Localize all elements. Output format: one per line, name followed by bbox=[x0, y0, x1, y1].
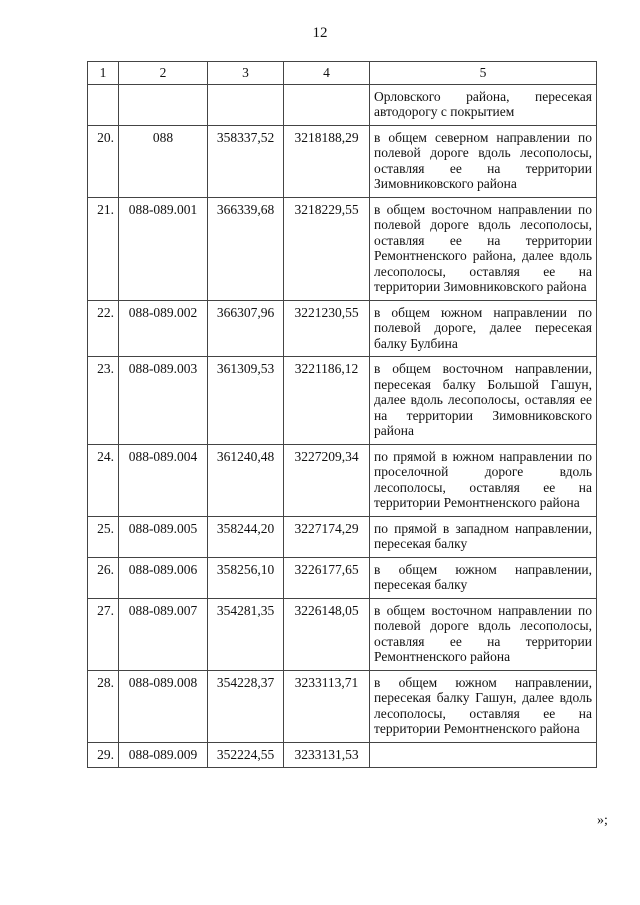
header-col-5: 5 bbox=[370, 62, 597, 85]
table-row bbox=[88, 598, 597, 670]
point-code: 088-089.001 bbox=[119, 197, 208, 300]
table-row bbox=[88, 516, 597, 557]
coordinate-y: 3218188,29 bbox=[284, 125, 370, 197]
row-number: 24. bbox=[88, 444, 119, 516]
coordinate-y: 3226148,05 bbox=[284, 598, 370, 670]
empty-cell bbox=[208, 84, 284, 125]
boundary-description: в общем северном направлении по полевой дороге вдоль лесополосы, оставляя ее на территории Зимовниковского района bbox=[370, 125, 597, 197]
empty-cell bbox=[284, 84, 370, 125]
point-code: 088-089.004 bbox=[119, 444, 208, 516]
boundary-table bbox=[87, 61, 597, 768]
point-code: 088-089.003 bbox=[119, 357, 208, 445]
row-number: 23. bbox=[88, 357, 119, 445]
empty-cell bbox=[88, 84, 119, 125]
coordinate-x: 354228,37 bbox=[208, 670, 284, 742]
boundary-description bbox=[370, 742, 597, 768]
row-number: 29. bbox=[88, 742, 119, 768]
coordinate-y: 3227209,34 bbox=[284, 444, 370, 516]
row-number: 20. bbox=[88, 125, 119, 197]
header-col-4: 4 bbox=[284, 62, 370, 85]
header-col-2: 2 bbox=[119, 62, 208, 85]
point-code: 088-089.007 bbox=[119, 598, 208, 670]
table-row bbox=[88, 197, 597, 300]
boundary-description: в общем южном направлении, пересекая балку Гашун, далее вдоль лесополосы, оставляя ее на территории Ремонтненского района bbox=[370, 670, 597, 742]
row-number: 28. bbox=[88, 670, 119, 742]
boundary-description: в общем восточном направлении, пересекая балку Большой Гашун, далее вдоль лесополосы, оставляя ее на территории Зимовниковского района bbox=[370, 357, 597, 445]
page-number: 12 bbox=[312, 25, 328, 41]
coordinate-x: 361309,53 bbox=[208, 357, 284, 445]
coordinate-x: 361240,48 bbox=[208, 444, 284, 516]
point-code: 088-089.009 bbox=[119, 742, 208, 768]
continuation-text: Орловского района, пересекая автодорогу с покрытием bbox=[370, 84, 597, 125]
point-code: 088 bbox=[119, 125, 208, 197]
boundary-description: в общем восточном направлении по полевой дороге вдоль лесополосы, оставляя ее на территории Ремонтненского района bbox=[370, 598, 597, 670]
coordinate-y: 3221230,55 bbox=[284, 300, 370, 357]
table-row bbox=[88, 444, 597, 516]
coordinate-x: 358244,20 bbox=[208, 516, 284, 557]
table-row bbox=[88, 125, 597, 197]
table-row bbox=[88, 300, 597, 357]
row-number: 26. bbox=[88, 557, 119, 598]
row-number: 21. bbox=[88, 197, 119, 300]
coordinate-x: 354281,35 bbox=[208, 598, 284, 670]
coordinate-y: 3227174,29 bbox=[284, 516, 370, 557]
coordinate-x: 366339,68 bbox=[208, 197, 284, 300]
boundary-description: в общем восточном направлении по полевой дороге вдоль лесополосы, оставляя ее на территории Ремонтненского района, далее вдоль лесополосы, оставляя ее на территории Зимовниковского района bbox=[370, 197, 597, 300]
coordinate-y: 3226177,65 bbox=[284, 557, 370, 598]
coordinate-y: 3233131,53 bbox=[284, 742, 370, 768]
coordinate-x: 352224,55 bbox=[208, 742, 284, 768]
closing-quote: »; bbox=[597, 813, 608, 828]
table-row bbox=[88, 557, 597, 598]
row-number: 25. bbox=[88, 516, 119, 557]
table-row bbox=[88, 742, 597, 768]
coordinate-x: 358256,10 bbox=[208, 557, 284, 598]
boundary-description: по прямой в южном направлении по проселочной дороге вдоль лесополосы, оставляя ее на территории Ремонтненского района bbox=[370, 444, 597, 516]
coordinate-x: 358337,52 bbox=[208, 125, 284, 197]
continuation-row bbox=[88, 84, 597, 125]
coordinate-y: 3233113,71 bbox=[284, 670, 370, 742]
row-number: 27. bbox=[88, 598, 119, 670]
coordinate-y: 3218229,55 bbox=[284, 197, 370, 300]
empty-cell bbox=[119, 84, 208, 125]
header-col-3: 3 bbox=[208, 62, 284, 85]
row-number: 22. bbox=[88, 300, 119, 357]
point-code: 088-089.008 bbox=[119, 670, 208, 742]
point-code: 088-089.006 bbox=[119, 557, 208, 598]
table-row bbox=[88, 357, 597, 445]
header-col-1: 1 bbox=[88, 62, 119, 85]
table-row bbox=[88, 670, 597, 742]
boundary-description: в общем южном направлении по полевой дороге, далее пересекая балку Булбина bbox=[370, 300, 597, 357]
coordinate-x: 366307,96 bbox=[208, 300, 284, 357]
boundary-description: в общем южном направлении, пересекая балку bbox=[370, 557, 597, 598]
boundary-description: по прямой в западном направлении, пересекая балку bbox=[370, 516, 597, 557]
header-row bbox=[88, 62, 597, 85]
point-code: 088-089.005 bbox=[119, 516, 208, 557]
coordinate-y: 3221186,12 bbox=[284, 357, 370, 445]
point-code: 088-089.002 bbox=[119, 300, 208, 357]
